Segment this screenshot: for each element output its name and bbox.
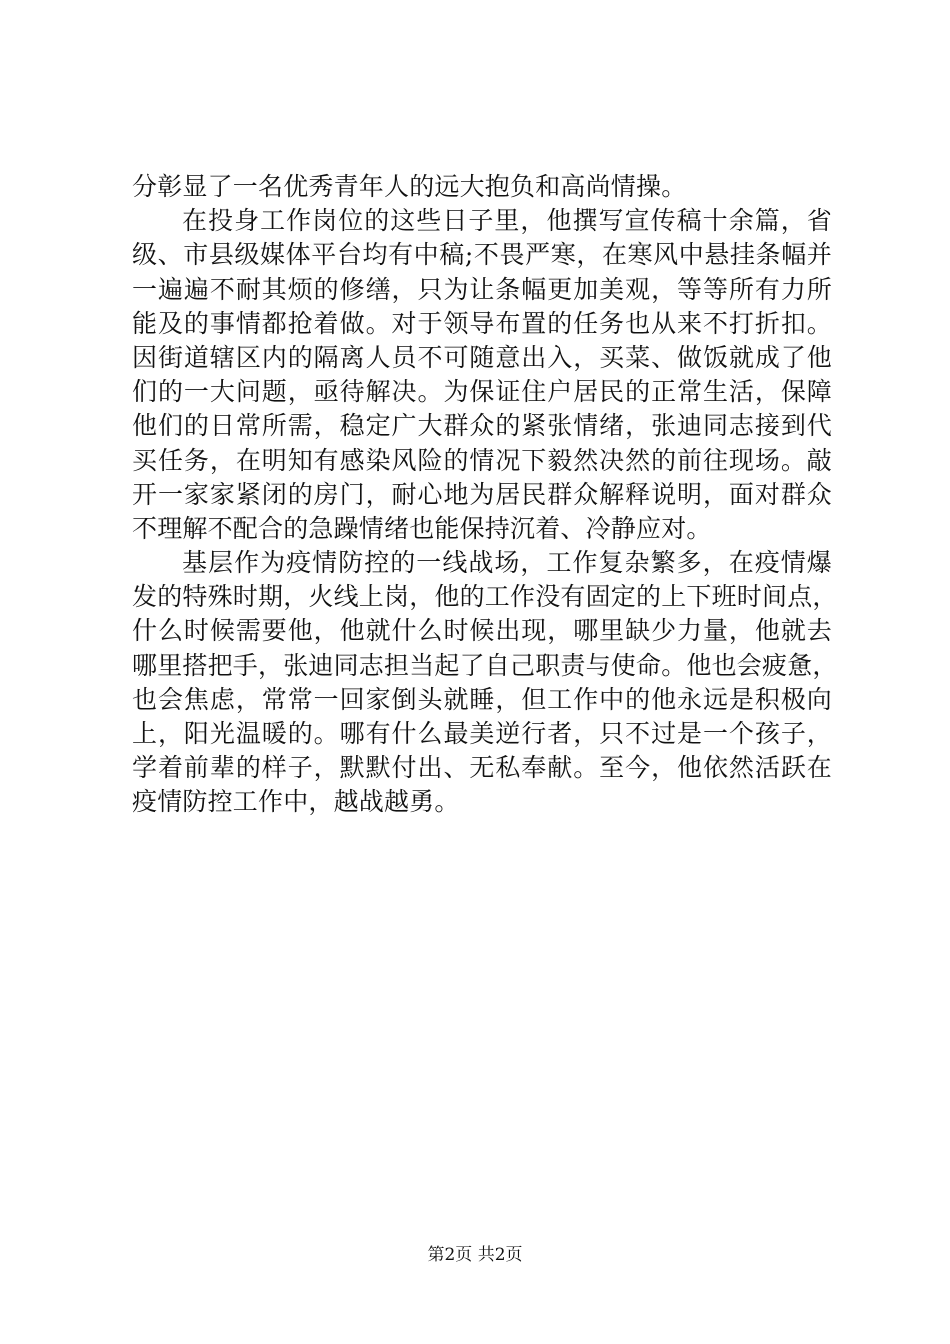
text-line: 也会焦虑，常常一回家倒头就睡，但工作中的他永远是积极向 [132, 684, 832, 714]
text-line: 疫情防控工作中，越战越勇。 [132, 787, 460, 817]
text-line: 因街道辖区内的隔离人员不可随意出入，买菜、做饭就成了他 [132, 342, 832, 372]
text-line: 哪里搭把手，张迪同志担当起了自己职责与使命。他也会疲惫， [132, 650, 838, 680]
text-line: 们的一大问题，亟待解决。为保证住户居民的正常生活，保障 [132, 377, 832, 407]
text-line: 开一家家紧闭的房门，耐心地为居民群众解释说明，面对群众 [132, 479, 832, 509]
text-line: 发的特殊时期，火线上岗，他的工作没有固定的上下班时间点， [132, 582, 838, 612]
paragraph-first-line: 基层作为疫情防控的一线战场，工作复杂繁多，在疫情爆 [182, 548, 832, 578]
text-line: 他们的日常所需，稳定广大群众的紧张情绪，张迪同志接到代 [132, 411, 832, 441]
body-text [132, 170, 838, 820]
text-line: 什么时候需要他，他就什么时候出现，哪里缺少力量，他就去 [132, 616, 832, 646]
text-line: 级、市县级媒体平台均有中稿;不畏严寒，在寒风中悬挂条幅并 [132, 240, 832, 270]
text-line: 学着前辈的样子，默默付出、无私奉献。至今，他依然活跃在 [132, 753, 832, 783]
text-line: 能及的事情都抢着做。对于领导布置的任务也从来不打折扣。 [132, 308, 832, 338]
text-line: 分彰显了一名优秀青年人的远大抱负和高尚情操。 [132, 172, 687, 201]
text-line: 不理解不配合的急躁情绪也能保持沉着、冷静应对。 [132, 513, 712, 543]
text-line: 一遍遍不耐其烦的修缮，只为让条幅更加美观，等等所有力所 [132, 274, 832, 304]
text-line: 上，阳光温暖的。哪有什么最美逆行者，只不过是一个孩子， [132, 719, 832, 748]
paragraph-first-line: 在投身工作岗位的这些日子里，他撰写宣传稿十余篇，省 [182, 206, 832, 236]
page-footer: 第2页 共2页 [427, 1245, 523, 1265]
text-line: 买任务，在明知有感染风险的情况下毅然决然的前往现场。敲 [132, 445, 832, 475]
